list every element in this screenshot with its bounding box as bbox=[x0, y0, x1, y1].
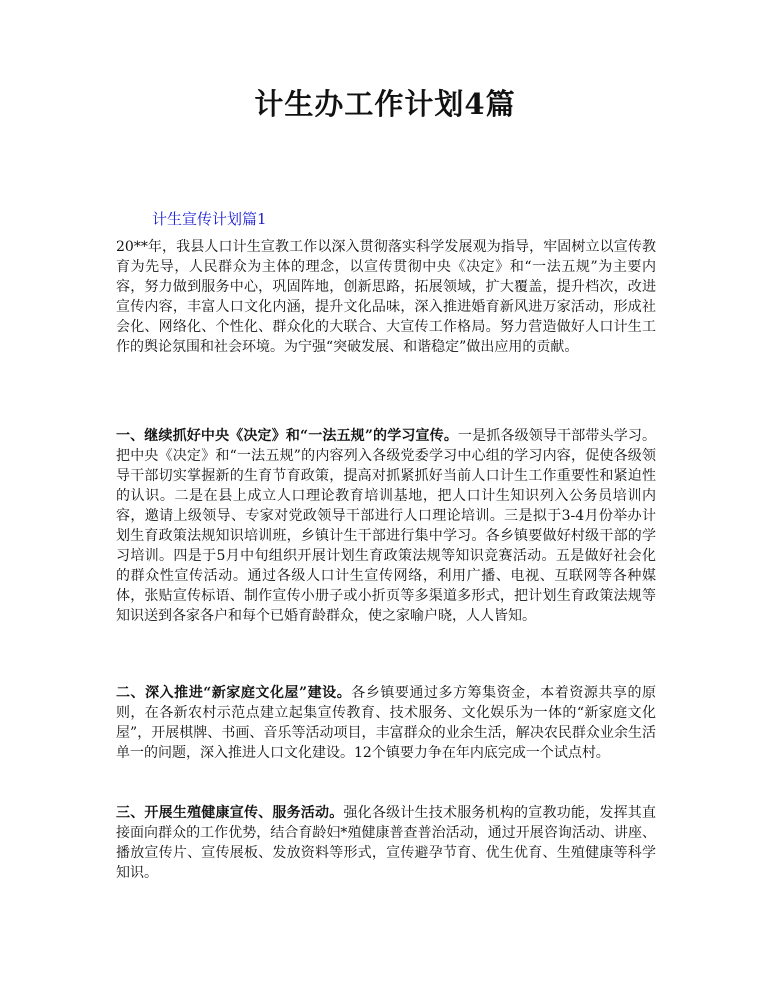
plan-item-2-text: 各乡镇要通过多方筹集资金，本着资源共享的原则，在各新农村示范点建立起集宣传教育、技术服务、文化娱乐为一体的“新家庭文化屋”，开展棋牌、书画、音乐等活动项目，丰富群众的业余生活，解决农民群众业余生活单一的问题，深入推进人口文化建设。12个镇要力争在年内底完成一个试点村。 bbox=[116, 685, 657, 761]
plan-item-1 bbox=[116, 426, 656, 626]
plan-item-3 bbox=[116, 803, 656, 883]
section-heading: 计生宣传计划篇1 bbox=[152, 210, 267, 228]
plan-item-1-lead: 一、继续抓好中央《决定》和“一法五规”的学习宣传。 bbox=[116, 428, 458, 444]
intro-paragraph: 20**年，我县人口计生宣教工作以深入贯彻落实科学发展观为指导，牢固树立以宣传教育为先导，人民群众为主体的理念，以宣传贯彻中央《决定》和“一法五规”为主要内容，努力做到服务中心，巩固阵地，创新思路，拓展领域，扩大覆盖，提升档次，改进宣传内容，丰富人口文化内涵，提升文化品味，深入推进婚育新风进万家活动，形成社会化、网络化、个性化、群众化的大联合、大宣传工作格局。努力营造做好人口计生工作的舆论氛围和社会环境。为宁强“突破发展、和谐稳定”做出应用的贡献。 bbox=[116, 239, 656, 355]
plan-item-2-lead: 二、深入推进“新家庭文化屋”建设。 bbox=[116, 685, 352, 701]
document-title: 计生办工作计划4篇 bbox=[254, 87, 516, 121]
plan-item-2 bbox=[116, 683, 656, 763]
plan-item-3-lead: 三、开展生殖健康宣传、服务活动。 bbox=[116, 805, 344, 821]
plan-item-1-text: 一是抓各级领导干部带头学习。把中央《决定》和“一法五规”的内容列入各级党委学习中心组的学习内容，促使各级领导干部切实掌握新的生育节育政策，提高对抓紧抓好当前人口计生工作重要性和紧迫性的认识。二是在县上成立人口理论教育培训基地，把人口计生知识列入公务员培训内容，邀请上级领导、专家对党政领导干部进行人口理论培训。三是拟于3-4月份举办计划生育政策法规知识培训班，乡镇计生干部进行集中学习。各乡镇要做好村级干部的学习培训。四是于5月中旬组织开展计划生育政策法规等知识竞赛活动。五是做好社会化的群众性宣传活动。通过各级人口计生宣传网络，利用广播、电视、互联网等各种媒体，张贴宣传标语、制作宣传小册子或小折页等多渠道多形式，把计划生育政策法规等知识送到各家各户和每个已婚育龄群众，使之家喻户晓，人人皆知。 bbox=[116, 428, 656, 624]
plan-item-3-text: 强化各级计生技术服务机构的宣教功能，发挥其直接面向群众的工作优势，结合育龄妇*殖健康普查普治活动，通过开展咨询活动、讲座、播放宣传片、宣传展板、发放资料等形式，宣传避孕节育、优生优育、生殖健康等科学知识。 bbox=[116, 805, 657, 881]
